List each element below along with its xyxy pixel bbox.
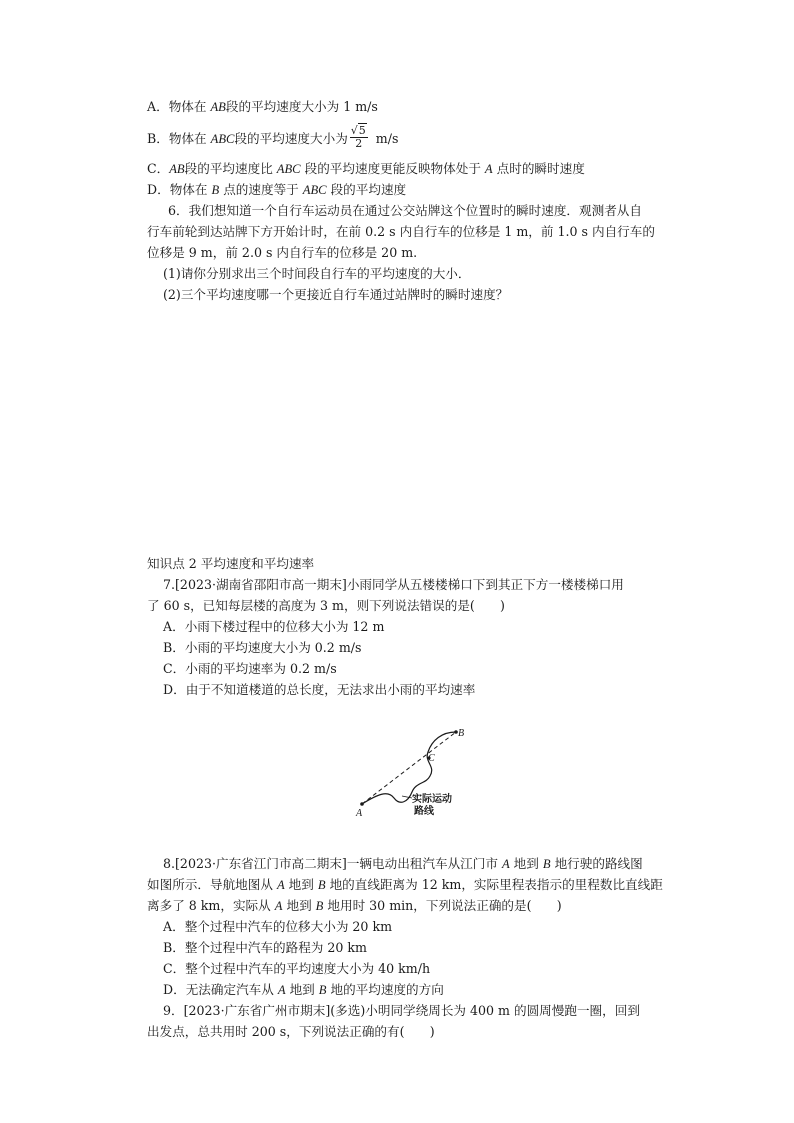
q9-line-2: 出发点，总共用时 200 s，下列说法正确的有( ): [147, 1024, 435, 1039]
route-diagram: [350, 724, 490, 819]
q7-option-a: A．小雨下楼过程中的位移大小为 12 m: [163, 619, 385, 634]
route-label-line-2: 路线: [414, 806, 434, 817]
q7-line-2: 了 60 s，已知每层楼的高度为 3 m，则下列说法错误的是( ): [147, 598, 505, 613]
q6-line-2: 行车前轮到达站牌下方开始计时，在前 0.2 s 内自行车的位移是 1 m，前 1.0 s 内自行车的: [147, 224, 655, 239]
section-title: 知识点 2 平均速度和平均速率: [147, 556, 315, 571]
point-a-marker: [360, 802, 364, 806]
q5-option-a: A．物体在 AB段的平均速度大小为 1 m/s: [147, 99, 378, 114]
q5-option-d: D．物体在 B 点的速度等于 ABC 段的平均速度: [147, 182, 407, 197]
q8-line-1: 8.[2023·广东省江门市高二期末]一辆电动出租汽车从江门市 A 地到 B 地行驶的路线图: [163, 856, 643, 871]
q5-option-b: B．物体在 ABC段的平均速度大小为 $\frac{√5}{2}$ m/s: [147, 124, 399, 150]
route-label-line-1: 实际运动: [412, 794, 452, 805]
q7-option-d: D．由于不知道楼道的总长度，无法求出小雨的平均速率: [163, 682, 476, 697]
q6-sub-1: (1)请你分别求出三个时间段自行车的平均速度的大小．: [163, 266, 471, 281]
q6-line-1: 6．我们想知道一个自行车运动员在通过公交站牌这个位置时的瞬时速度．观测者从自: [168, 203, 642, 218]
q9-line-1: 9．[2023·广东省广州市期末](多选)小明同学绕周长为 400 m 的圆周慢跑一圈，回到: [163, 1003, 640, 1018]
q7-option-b: B．小雨的平均速度大小为 0.2 m/s: [163, 640, 362, 655]
q5-option-c: C．AB段的平均速度比 ABC 段的平均速度更能反映物体处于 A 点时的瞬时速度: [147, 161, 585, 176]
q8-line-2: 如图所示．导航地图从 A 地到 B 地的直线距离为 12 km，实际里程表指示的里程数比直线距: [147, 877, 663, 892]
q8-option-c: C．整个过程中汽车的平均速度大小为 40 km/h: [163, 961, 431, 976]
fraction-sqrt5-over-2: $\frac{√5}{2}$: [350, 124, 366, 150]
q8-line-3: 离多了 8 km，实际从 A 地到 B 地用时 30 min，下列说法正确的是( ): [147, 898, 562, 913]
label-a: A: [356, 808, 363, 819]
q7-line-1: 7.[2023·湖南省邵阳市高一期末]小雨同学从五楼楼梯口下到其正下方一楼楼梯口用: [163, 577, 624, 592]
label-b: B: [458, 728, 465, 739]
q8-option-d: D．无法确定汽车从 A 地到 B 地的平均速度的方向: [163, 982, 444, 997]
q7-option-c: C．小雨的平均速率为 0.2 m/s: [163, 661, 337, 676]
label-c: C: [428, 753, 435, 764]
q6-sub-2: (2)三个平均速度哪一个更接近自行车通过站牌时的瞬时速度？: [163, 287, 509, 302]
q6-line-3: 位移是 9 m，前 2.0 s 内自行车的位移是 20 m.: [147, 245, 418, 260]
q8-option-b: B．整个过程中汽车的路程为 20 km: [163, 940, 367, 955]
q8-option-a: A．整个过程中汽车的位移大小为 20 km: [163, 919, 393, 934]
